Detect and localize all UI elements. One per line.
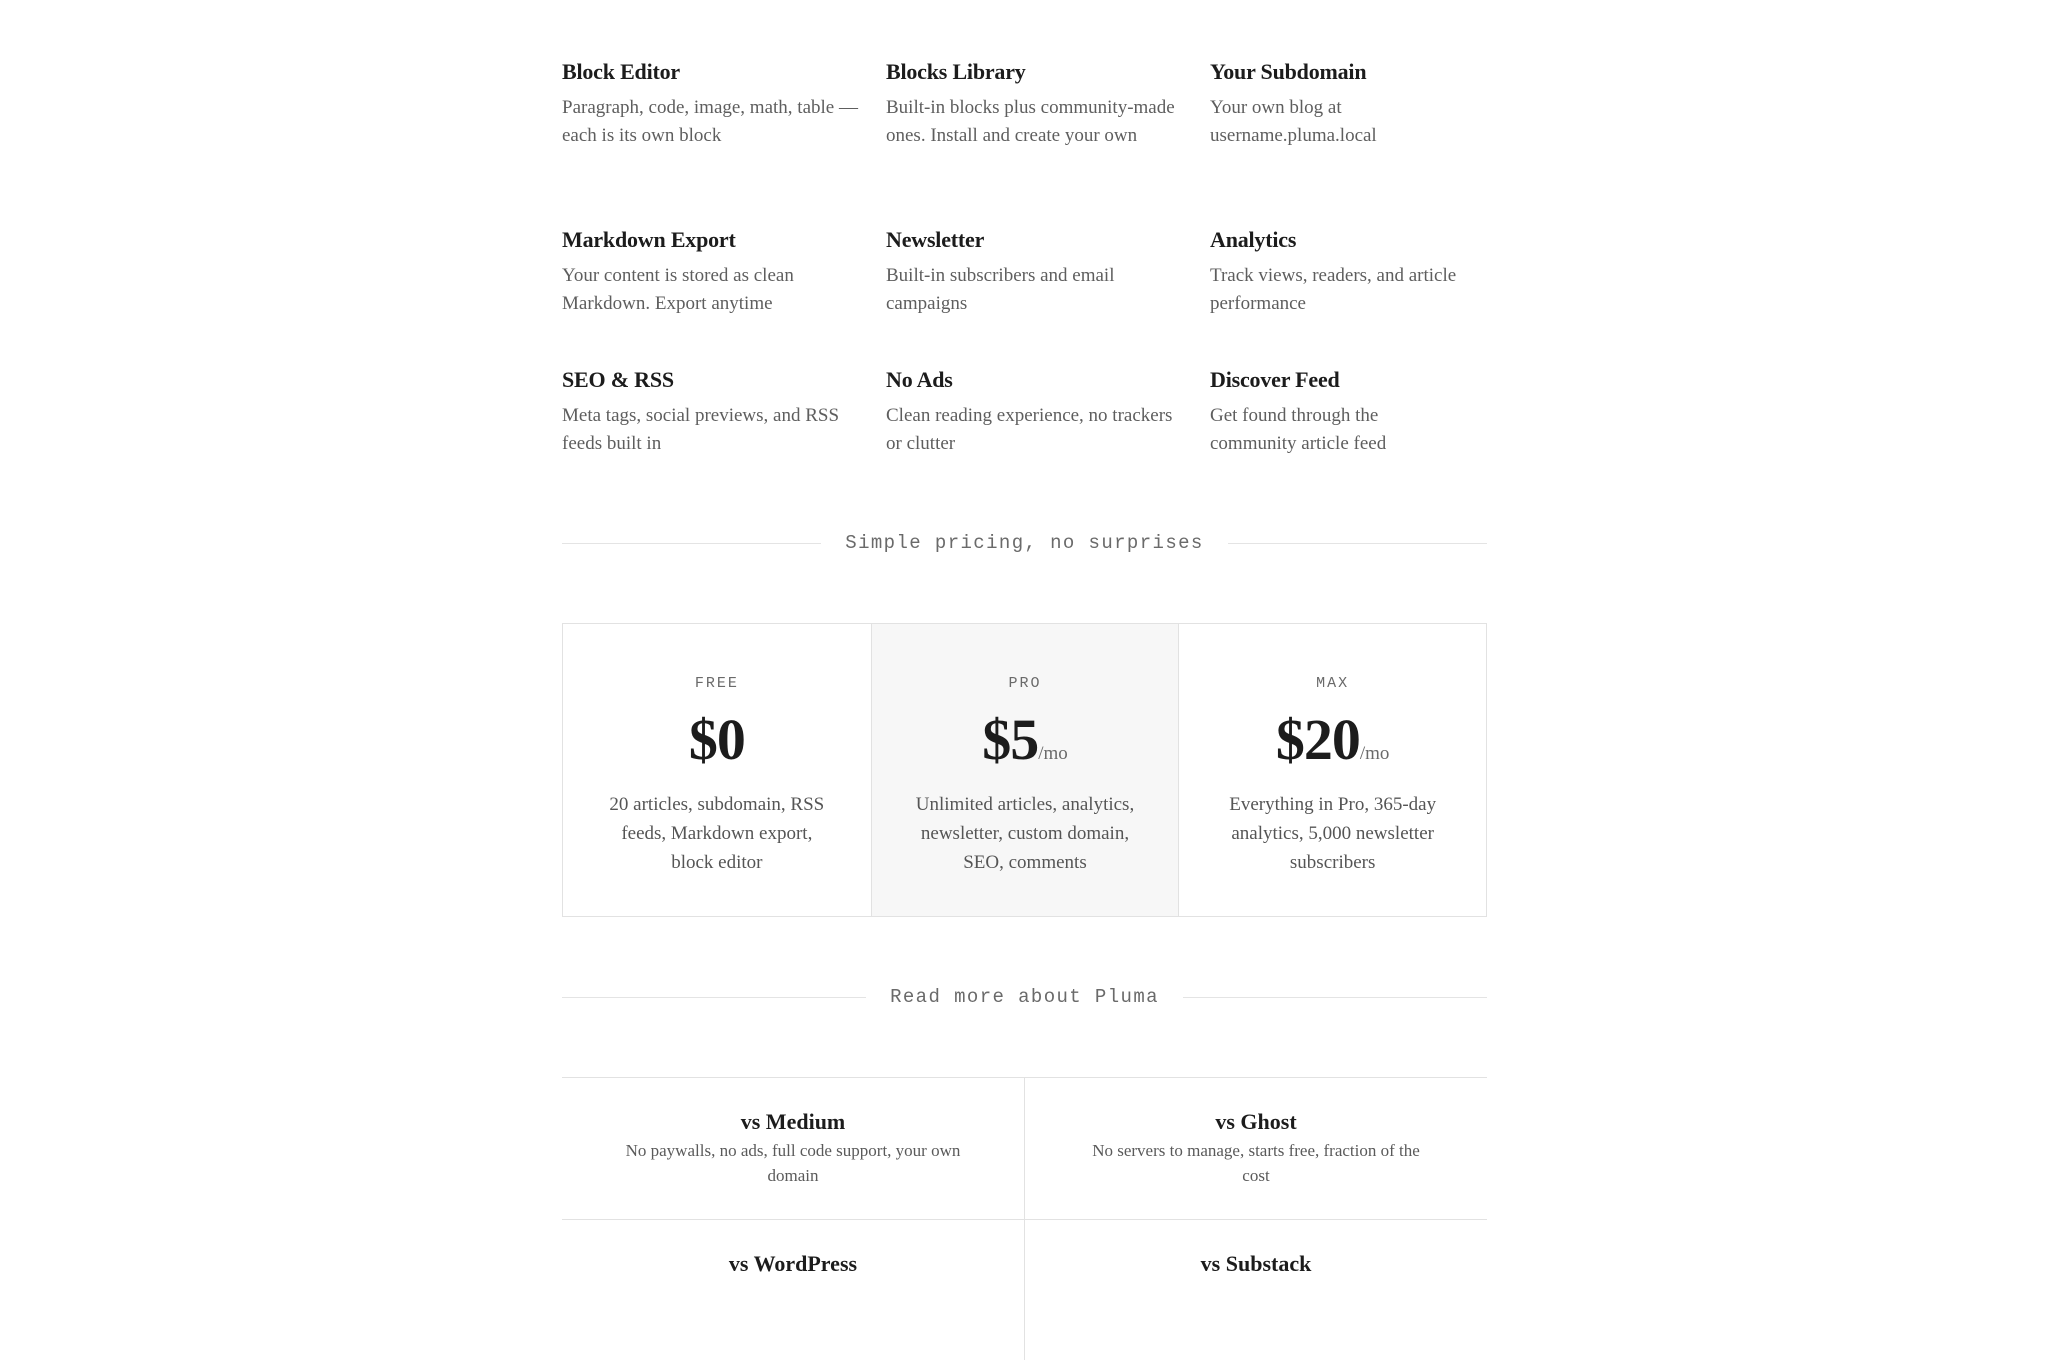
feature-description: Built-in blocks plus community-made ones. Install and create your own [886,97,1175,146]
compare-description: No servers to manage, starts free, fraction of the cost [1092,1141,1420,1185]
price-amount: $20 [1275,707,1360,772]
feature-newsletter [886,226,1210,326]
feature-title: Markdown Export [562,227,736,252]
plan-price [908,707,1143,772]
features-grid [562,58,1487,466]
read-more-heading: Read more about Pluma [890,986,1159,1008]
feature-title: Your Subdomain [1210,59,1367,84]
feature-markdown-export [562,226,886,326]
compare-title: vs Substack [1200,1251,1312,1276]
feature-description: Meta tags, social previews, and RSS feeds built in [562,405,840,454]
pricing-grid [562,623,1487,917]
plan-description: Everything in Pro, 365-day analytics, 5,000 newsletter subscribers [1229,794,1437,873]
feature-title: Discover Feed [1210,367,1340,392]
compare-link-wordpress[interactable] [562,1220,1024,1360]
compare-title: vs Ghost [1215,1109,1297,1134]
feature-your-subdomain [1210,58,1487,187]
compare-description: No paywalls, no ads, full code support, your own domain [625,1141,961,1185]
plan-name: MAX [1316,675,1350,692]
feature-description: Clean reading experience, no trackers or clutter [886,405,1173,454]
feature-description: Built-in subscribers and email campaigns [886,265,1115,314]
feature-seo-rss [562,366,886,466]
plan-card-pro[interactable] [871,624,1179,916]
divider-line [1183,997,1487,998]
feature-block-editor [562,58,886,187]
feature-blocks-library [886,58,1210,187]
pricing-section-divider [562,528,1487,558]
feature-description: Track views, readers, and article performance [1210,265,1457,314]
feature-no-ads [886,366,1210,466]
feature-title: Blocks Library [886,59,1026,84]
plan-price [599,707,835,772]
compare-link-substack[interactable] [1024,1220,1487,1360]
price-amount: $0 [688,707,745,772]
compare-link-ghost[interactable] [1024,1078,1487,1220]
feature-discover-feed [1210,366,1487,466]
feature-title: Analytics [1210,227,1297,252]
divider-line [1228,543,1487,544]
plan-name: FREE [694,675,739,692]
divider-line [562,543,821,544]
plan-card-max[interactable] [1178,624,1486,916]
feature-title: SEO & RSS [562,367,674,392]
plan-card-free[interactable] [563,624,871,916]
feature-description: Paragraph, code, image, math, table — each is its own block [562,97,858,146]
compare-link-medium[interactable] [562,1078,1024,1220]
pricing-heading: Simple pricing, no surprises [845,532,1204,554]
comparison-grid [562,1077,1487,1360]
feature-title: Newsletter [886,227,985,252]
plan-name: PRO [1008,675,1042,692]
feature-title: No Ads [886,367,953,392]
price-period: /mo [1038,743,1068,764]
feature-analytics [1210,226,1487,326]
feature-description: Get found through the community article feed [1210,405,1387,454]
price-amount: $5 [982,707,1039,772]
divider-line [562,997,866,998]
compare-title: vs WordPress [728,1251,858,1276]
feature-description: Your own blog at username.pluma.local [1210,97,1377,146]
plan-description: 20 articles, subdomain, RSS feeds, Markdown export, block editor [609,794,825,873]
feature-title: Block Editor [562,59,680,84]
feature-description: Your content is stored as clean Markdown. Export anytime [562,265,794,314]
plan-price [1215,707,1450,772]
price-period: /mo [1359,743,1390,764]
plan-description: Unlimited articles, analytics, newsletter, custom domain, SEO, comments [915,794,1135,873]
read-more-section-divider [562,982,1487,1012]
compare-title: vs Medium [740,1109,846,1134]
